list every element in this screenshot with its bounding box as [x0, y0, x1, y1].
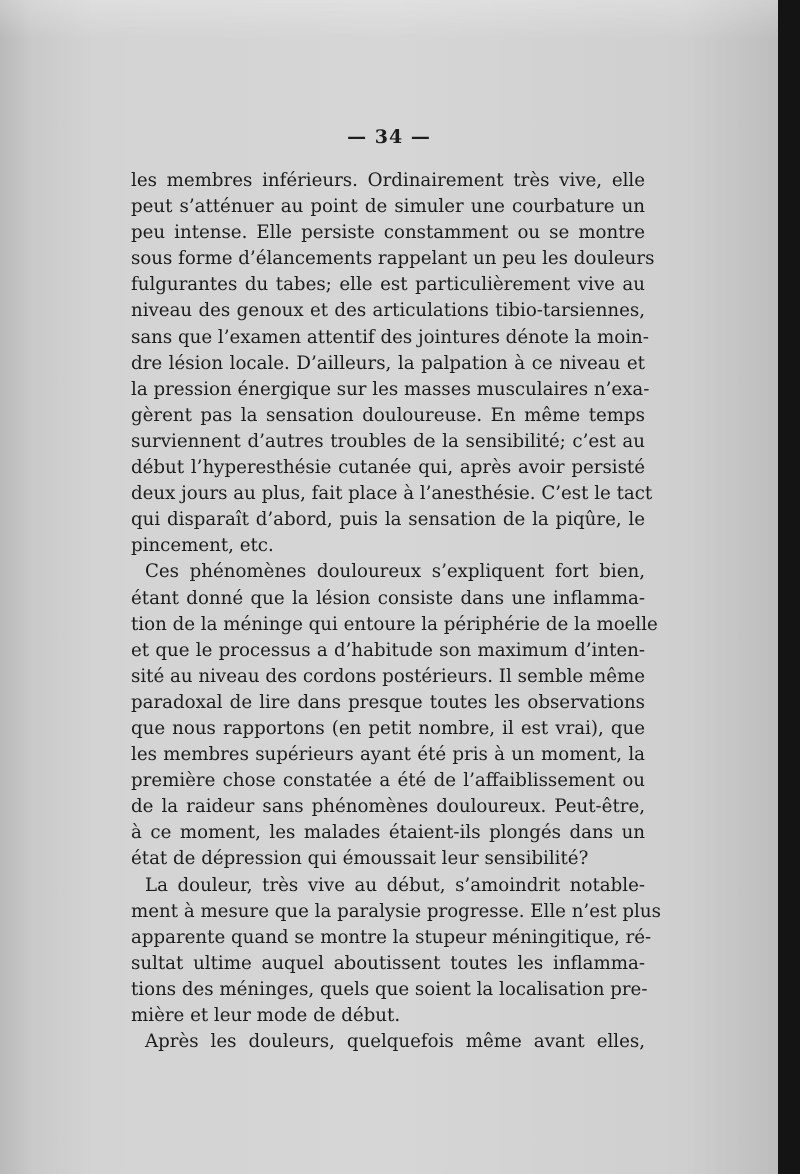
- text-line: sous forme d’élancements rappelant un peu les douleurs: [131, 248, 655, 270]
- text-line: sité au niveau des cordons postérieurs. Il semble même: [131, 665, 645, 687]
- text-line: première chose constatée a été de l’affaiblissement ou: [131, 770, 645, 792]
- text-line: sultat ultime auquel aboutissent toutes les inflamma-: [131, 952, 645, 974]
- text-line: surviennent d’autres troubles de la sensibilité; c’est au: [131, 430, 645, 452]
- text-line: début l’hyperesthésie cutanée qui, après avoir persisté: [131, 457, 645, 479]
- text-line: qui disparaît d’abord, puis la sensation de la piqûre, le: [131, 509, 645, 531]
- text-line: à ce moment, les malades étaient-ils plongés dans un: [131, 822, 645, 844]
- text-line: la pression énergique sur les masses musculaires n’exa-: [131, 378, 650, 400]
- text-line: tions des méninges, quels que soient la localisation pre-: [131, 978, 648, 1000]
- text-line: peut s’atténuer au point de simuler une courbature un: [131, 196, 645, 218]
- text-line: tion de la méninge qui entoure la périphérie de la moelle: [131, 613, 658, 635]
- text-line: état de dépression qui émoussait leur sensibilité?: [131, 848, 589, 870]
- text-line: étant donné que la lésion consiste dans une inflamma-: [131, 587, 645, 609]
- text-line: fulgurantes du tabes; elle est particulièrement vive au: [131, 274, 645, 296]
- text-line: pincement, etc.: [131, 535, 274, 557]
- text-line: sans que l’examen attentif des jointures dénote la moin-: [131, 326, 649, 348]
- text-line: mière et leur mode de début.: [131, 1005, 401, 1026]
- text-line: que nous rapportons (en petit nombre, il est vrai), que: [131, 717, 645, 739]
- text-line: paradoxal de lire dans presque toutes les observations: [131, 691, 645, 713]
- text-line: et que le processus a d’habitude son maximum d’inten-: [131, 639, 645, 661]
- text-line: les membres inférieurs. Ordinairement très vive, elle: [131, 170, 645, 191]
- text-line: de la raideur sans phénomènes douloureux. Peut-être,: [131, 796, 645, 818]
- paragraph-start-line: Ces phénomènes douloureux s’expliquent fort bien,: [145, 561, 645, 583]
- text-line: gèrent pas la sensation douloureuse. En même temps: [131, 404, 645, 426]
- text-line: ment à mesure que la paralysie progresse. Elle n’est plus: [131, 900, 661, 922]
- paragraph-start-line: Après les douleurs, quelquefois même avant elles,: [145, 1031, 645, 1053]
- text-line: dre lésion locale. D’ailleurs, la palpation à ce niveau et: [131, 352, 645, 374]
- text-line: peu intense. Elle persiste constamment ou se montre: [131, 222, 645, 244]
- text-line: apparente quand se montre la stupeur méningitique, ré-: [131, 926, 652, 948]
- text-line: deux jours au plus, fait place à l’anesthésie. C’est le tact: [131, 483, 653, 505]
- paragraph-start-line: La douleur, très vive au début, s’amoindrit notable-: [145, 874, 645, 896]
- body-text: [131, 168, 661, 1055]
- page-number: — 34 —: [347, 126, 431, 148]
- text-line: les membres supérieurs ayant été pris à un moment, la: [131, 744, 645, 766]
- text-line: niveau des genoux et des articulations tibio-tarsiennes,: [131, 300, 645, 322]
